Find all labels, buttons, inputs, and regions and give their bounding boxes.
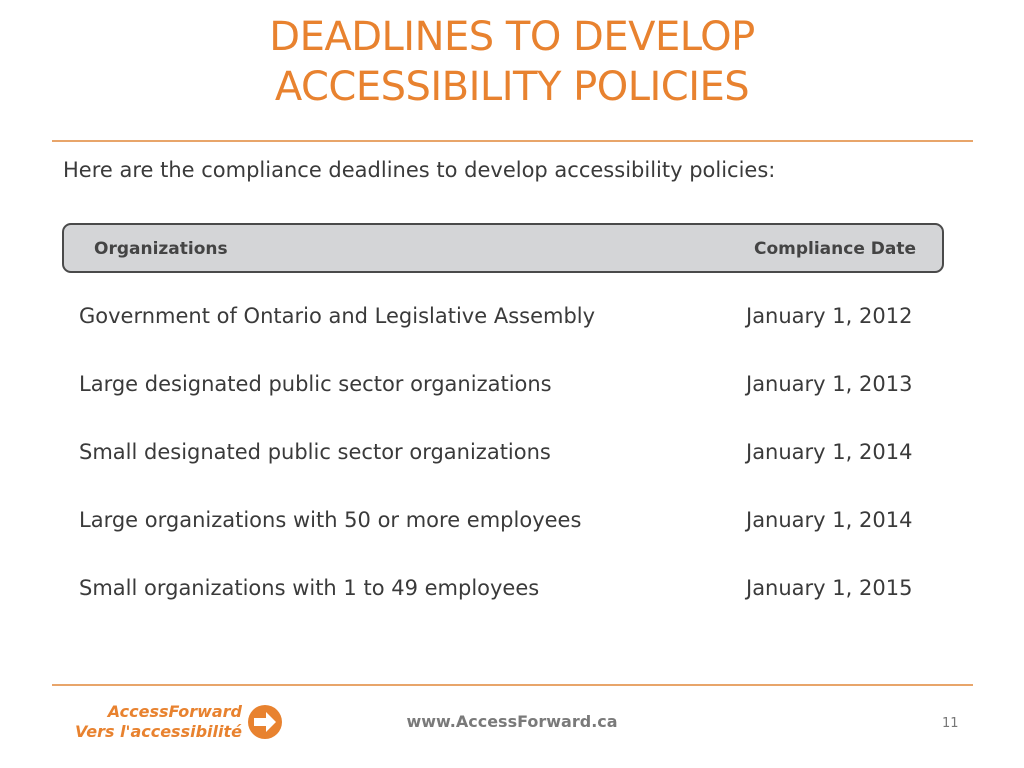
row-date: January 1, 2013 (746, 372, 913, 396)
table-row (0, 440, 1024, 480)
table-row (0, 576, 1024, 616)
page-number: 11 (942, 716, 959, 731)
row-date: January 1, 2014 (746, 508, 913, 532)
intro-text: Here are the compliance deadlines to develop accessibility policies: (63, 158, 776, 182)
table-header (62, 223, 944, 273)
header-organizations: Organizations (94, 239, 228, 259)
header-compliance-date: Compliance Date (753, 239, 916, 259)
row-organization: Small organizations with 1 to 49 employees (79, 576, 540, 600)
row-date: January 1, 2015 (746, 576, 913, 600)
table-row (0, 304, 1024, 344)
slide-title-line-2: ACCESSIBILITY POLICIES (274, 64, 750, 110)
table-row (0, 508, 1024, 548)
logo-text-french: Vers l'accessibilité (75, 722, 242, 741)
bottom-divider (52, 684, 973, 686)
slide-title-line-1: DEADLINES TO DEVELOP (269, 14, 755, 60)
slide-title (0, 12, 1024, 112)
row-date: January 1, 2014 (746, 440, 913, 464)
row-organization: Government of Ontario and Legislative Assembly (79, 304, 596, 328)
table-row (0, 372, 1024, 412)
footer-url: www.AccessForward.ca (406, 712, 618, 731)
logo-text-english: AccessForward (107, 702, 242, 721)
row-organization: Small designated public sector organizations (79, 440, 551, 464)
row-date: January 1, 2012 (746, 304, 913, 328)
row-organization: Large organizations with 50 or more employees (79, 508, 582, 532)
top-divider (52, 140, 973, 142)
row-organization: Large designated public sector organizations (79, 372, 552, 396)
